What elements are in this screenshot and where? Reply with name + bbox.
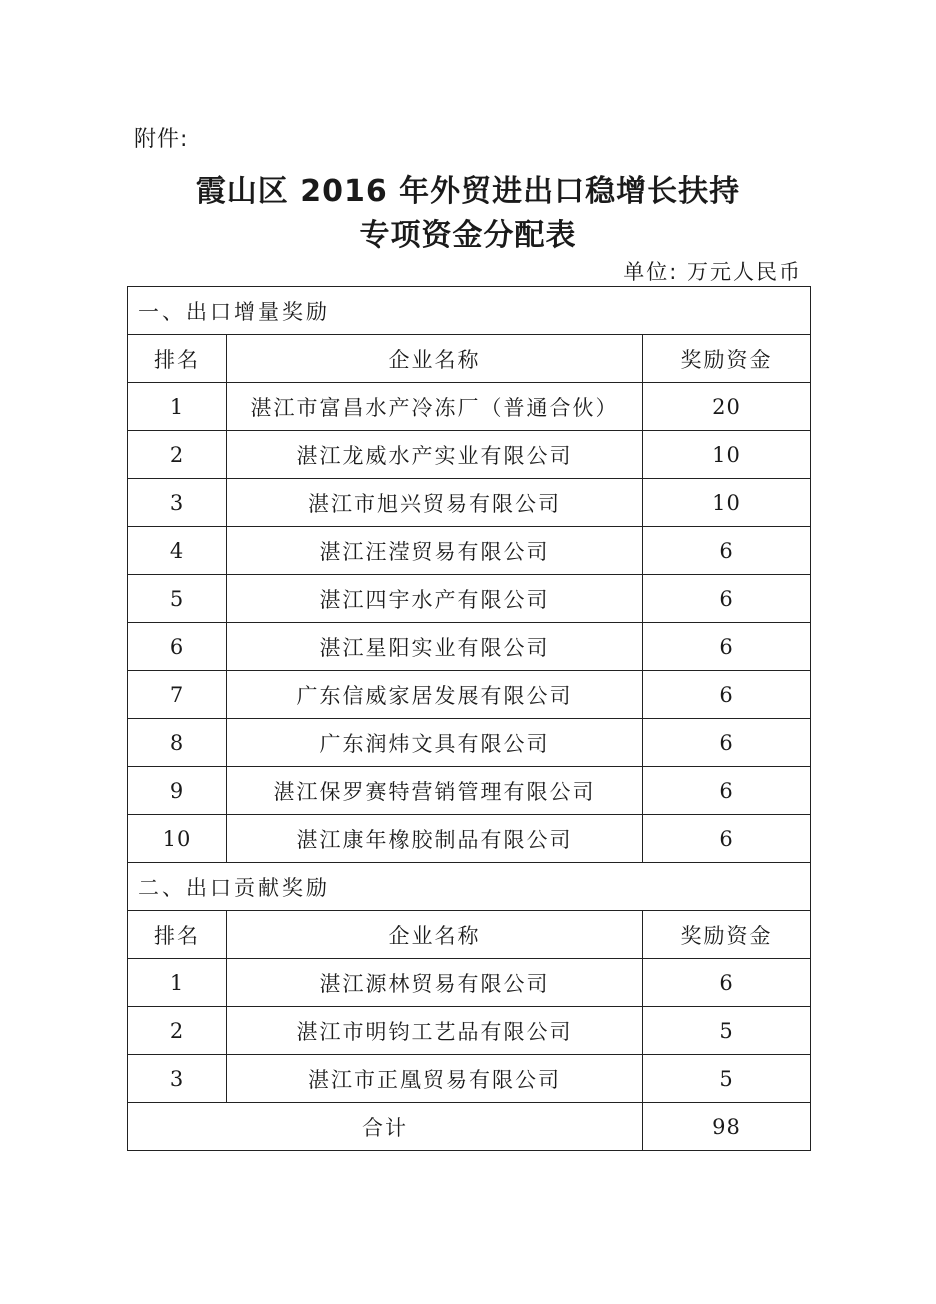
table-row [128, 1055, 811, 1103]
company-cell: 广东信威家居发展有限公司 [227, 671, 643, 719]
rank-cell: 4 [128, 527, 227, 575]
rank-cell: 9 [128, 767, 227, 815]
rank-cell: 1 [128, 383, 227, 431]
rank-cell: 3 [128, 479, 227, 527]
table-row [128, 959, 811, 1007]
amount-cell: 6 [643, 527, 811, 575]
total-amount: 98 [643, 1103, 811, 1151]
company-cell: 湛江市明钧工艺品有限公司 [227, 1007, 643, 1055]
amount-cell: 6 [643, 623, 811, 671]
amount-cell: 6 [643, 671, 811, 719]
document-title-line1: 霞山区 2016 年外贸进出口稳增长扶持 [195, 174, 741, 209]
company-cell: 湛江星阳实业有限公司 [227, 623, 643, 671]
amount-cell: 6 [643, 575, 811, 623]
rank-cell: 3 [128, 1055, 227, 1103]
table-row [128, 575, 811, 623]
amount-cell: 20 [643, 383, 811, 431]
section1-header-row [128, 335, 811, 383]
header-rank: 排名 [128, 335, 227, 383]
rank-cell: 7 [128, 671, 227, 719]
table-row [128, 479, 811, 527]
rank-cell: 6 [128, 623, 227, 671]
section2-heading: 二、出口贡献奖励 [128, 863, 811, 911]
company-cell: 湛江源林贸易有限公司 [227, 959, 643, 1007]
rank-cell: 10 [128, 815, 227, 863]
table-row [128, 671, 811, 719]
section1-heading-row [128, 287, 811, 335]
header-company: 企业名称 [227, 911, 643, 959]
rank-cell: 5 [128, 575, 227, 623]
rank-cell: 1 [128, 959, 227, 1007]
table-row [128, 1007, 811, 1055]
company-cell: 湛江市正凰贸易有限公司 [227, 1055, 643, 1103]
company-cell: 湛江市富昌水产冷冻厂（普通合伙） [227, 383, 643, 431]
company-cell: 湛江市旭兴贸易有限公司 [227, 479, 643, 527]
amount-cell: 6 [643, 815, 811, 863]
amount-cell: 10 [643, 479, 811, 527]
amount-cell: 6 [643, 767, 811, 815]
table-row [128, 623, 811, 671]
document-title-line2: 专项资金分配表 [359, 218, 577, 253]
company-cell: 湛江龙威水产实业有限公司 [227, 431, 643, 479]
section2-header-row [128, 911, 811, 959]
table-row [128, 527, 811, 575]
amount-cell: 5 [643, 1007, 811, 1055]
unit-label: 单位: 万元人民币 [623, 260, 802, 284]
amount-cell: 6 [643, 719, 811, 767]
section1-heading: 一、出口增量奖励 [128, 287, 811, 335]
table-row [128, 431, 811, 479]
rank-cell: 2 [128, 1007, 227, 1055]
amount-cell: 6 [643, 959, 811, 1007]
header-rank: 排名 [128, 911, 227, 959]
amount-cell: 5 [643, 1055, 811, 1103]
total-label: 合计 [128, 1103, 643, 1151]
company-cell: 湛江保罗赛特营销管理有限公司 [227, 767, 643, 815]
attachment-label: 附件: [134, 127, 189, 152]
company-cell: 湛江康年橡胶制品有限公司 [227, 815, 643, 863]
header-amount: 奖励资金 [643, 335, 811, 383]
rank-cell: 8 [128, 719, 227, 767]
table-row [128, 767, 811, 815]
header-amount: 奖励资金 [643, 911, 811, 959]
company-cell: 广东润炜文具有限公司 [227, 719, 643, 767]
table-row [128, 719, 811, 767]
company-cell: 湛江汪滢贸易有限公司 [227, 527, 643, 575]
amount-cell: 10 [643, 431, 811, 479]
table-row [128, 815, 811, 863]
header-company: 企业名称 [227, 335, 643, 383]
total-row [128, 1103, 811, 1151]
rank-cell: 2 [128, 431, 227, 479]
company-cell: 湛江四宇水产有限公司 [227, 575, 643, 623]
section2-heading-row [128, 863, 811, 911]
table-row [128, 383, 811, 431]
allocation-table [127, 286, 811, 1151]
